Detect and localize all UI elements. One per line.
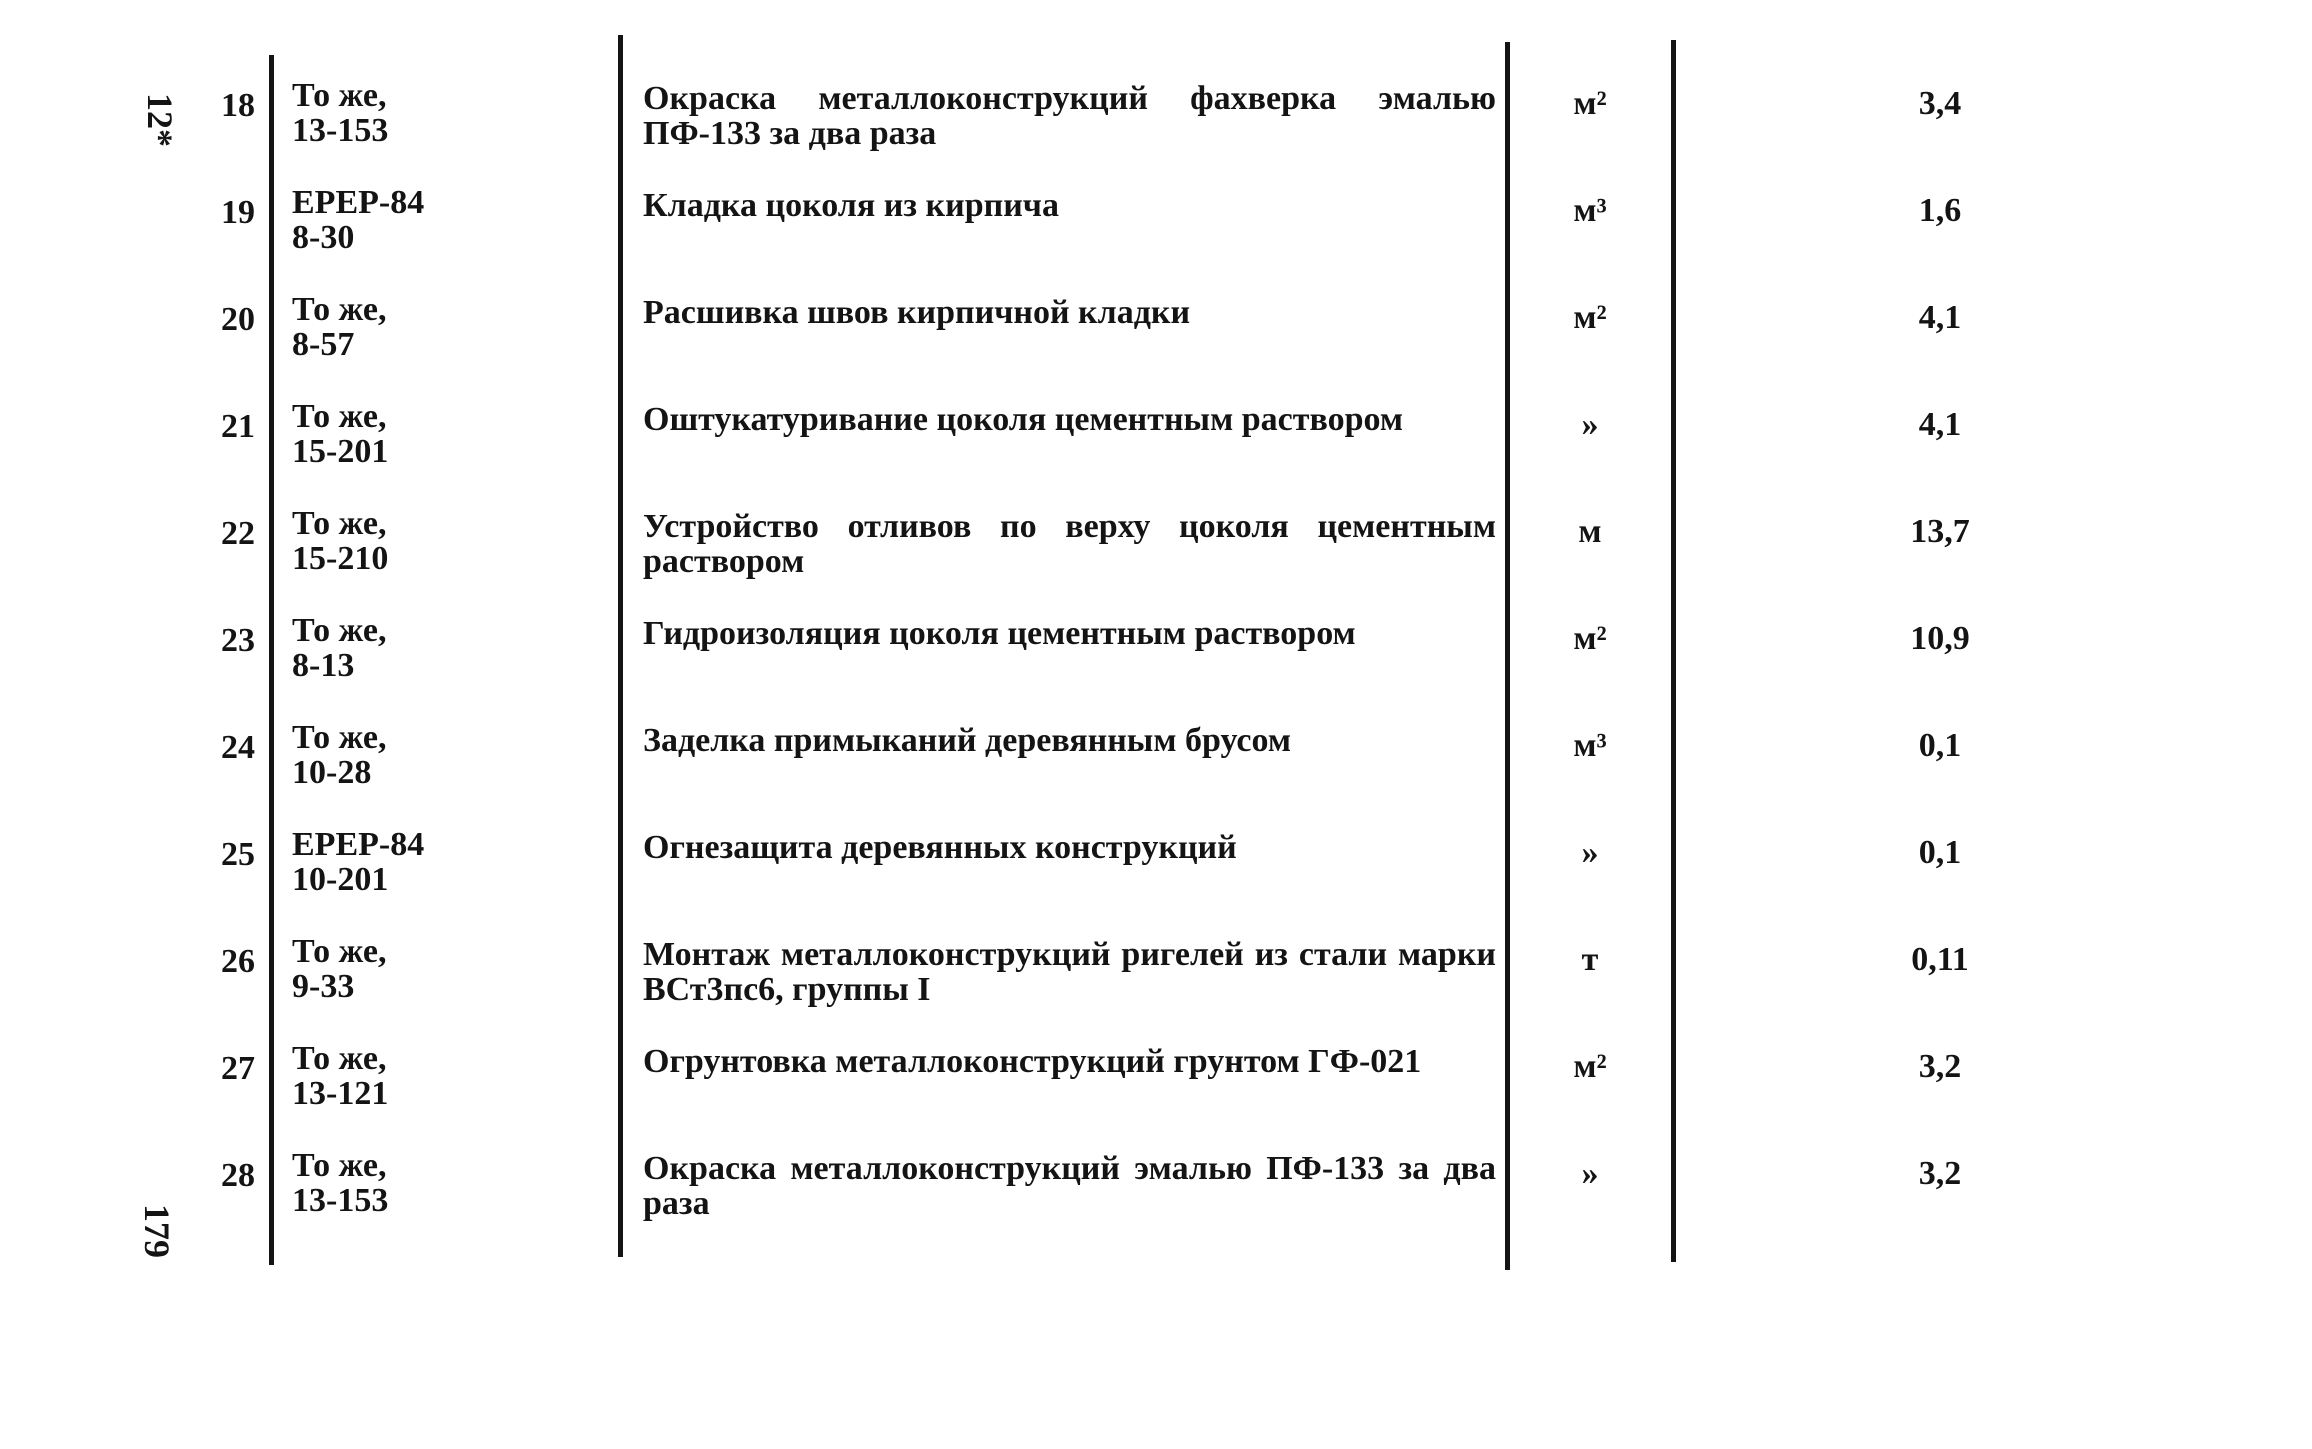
row-quantity: 0,1 bbox=[1918, 727, 1962, 764]
reference-source: То же, bbox=[292, 719, 387, 756]
reference-source: То же, bbox=[292, 933, 387, 970]
row-quantity: 3,2 bbox=[1918, 1048, 1962, 1085]
row-description: Расшивка швов кирпичной кладки bbox=[643, 294, 1191, 331]
reference-source: То же, bbox=[292, 398, 387, 435]
row-number: 23 bbox=[221, 622, 255, 659]
row-unit: м³ bbox=[1573, 192, 1607, 229]
row-number: 18 bbox=[221, 87, 255, 124]
reference-source: То же, bbox=[292, 1040, 387, 1077]
reference-source: То же, bbox=[292, 1147, 387, 1184]
row-number: 21 bbox=[221, 408, 255, 445]
row-number: 20 bbox=[221, 301, 255, 338]
reference-code: 13-153 bbox=[292, 1182, 389, 1219]
table-row bbox=[0, 930, 2312, 1030]
row-description: Монтаж металлоконструкций ригелей из стали марки ВСт3пс6, группы I bbox=[643, 936, 1496, 1008]
row-number: 26 bbox=[221, 943, 255, 980]
reference-source: То же, bbox=[292, 505, 387, 542]
row-quantity: 0,11 bbox=[1911, 941, 1969, 978]
row-number: 25 bbox=[221, 836, 255, 873]
row-quantity: 13,7 bbox=[1910, 513, 1970, 550]
reference-code: 10-201 bbox=[292, 861, 389, 898]
table-row bbox=[0, 609, 2312, 709]
row-description: Кладка цоколя из кирпича bbox=[643, 187, 1059, 224]
row-description: Заделка примыканий деревянным брусом bbox=[643, 722, 1292, 759]
row-unit: м³ bbox=[1573, 727, 1607, 764]
reference-code: 13-153 bbox=[292, 112, 389, 149]
table-row bbox=[0, 288, 2312, 388]
row-unit: » bbox=[1581, 406, 1599, 443]
reference-code: 9-33 bbox=[292, 968, 355, 1005]
reference-code: 8-57 bbox=[292, 326, 355, 363]
row-quantity: 3,4 bbox=[1918, 85, 1962, 122]
row-quantity: 10,9 bbox=[1910, 620, 1970, 657]
reference-source: ЕРЕР-84 bbox=[292, 826, 425, 863]
row-unit: » bbox=[1581, 834, 1599, 871]
reference-source: То же, bbox=[292, 612, 387, 649]
page-number: 179 bbox=[137, 1204, 177, 1258]
table-row bbox=[0, 716, 2312, 816]
reference-source: То же, bbox=[292, 77, 387, 114]
row-unit: м² bbox=[1573, 620, 1607, 657]
row-description: Огнезащита деревянных конструкций bbox=[643, 829, 1237, 866]
reference-code: 8-13 bbox=[292, 647, 355, 684]
row-number: 22 bbox=[221, 515, 255, 552]
row-unit: » bbox=[1581, 1155, 1599, 1192]
reference-source: То же, bbox=[292, 291, 387, 328]
reference-code: 10-28 bbox=[292, 754, 372, 791]
row-unit: м² bbox=[1573, 85, 1607, 122]
row-number: 19 bbox=[221, 194, 255, 231]
table-row bbox=[0, 823, 2312, 923]
row-description: Оштукатуривание цоколя цементным раствором bbox=[643, 401, 1404, 438]
row-quantity: 0,1 bbox=[1918, 834, 1962, 871]
row-reference bbox=[292, 506, 592, 576]
row-reference bbox=[292, 720, 592, 790]
row-number: 27 bbox=[221, 1050, 255, 1087]
row-unit: м² bbox=[1573, 299, 1607, 336]
row-reference bbox=[292, 613, 592, 683]
row-reference bbox=[292, 78, 592, 148]
row-description: Гидроизоляция цоколя цементным раствором bbox=[643, 615, 1356, 652]
table-row bbox=[0, 395, 2312, 495]
row-description: Огрунтовка металлоконструкций грунтом ГФ-021 bbox=[643, 1043, 1422, 1080]
row-reference bbox=[292, 1041, 592, 1111]
row-reference bbox=[292, 399, 592, 469]
row-reference bbox=[292, 292, 592, 362]
row-description: Окраска металлоконструкций фахверка эмалью ПФ-133 за два раза bbox=[643, 80, 1496, 152]
reference-source: ЕРЕР-84 bbox=[292, 184, 425, 221]
corner-mark: 12* bbox=[140, 93, 180, 147]
row-quantity: 4,1 bbox=[1918, 406, 1962, 443]
row-reference bbox=[292, 1148, 592, 1218]
table-row bbox=[0, 74, 2312, 174]
row-reference bbox=[292, 934, 592, 1004]
row-quantity: 3,2 bbox=[1918, 1155, 1962, 1192]
row-quantity: 1,6 bbox=[1918, 192, 1962, 229]
row-reference bbox=[292, 827, 592, 897]
table-row bbox=[0, 181, 2312, 281]
row-quantity: 4,1 bbox=[1918, 299, 1962, 336]
table-row bbox=[0, 502, 2312, 602]
row-number: 24 bbox=[221, 729, 255, 766]
reference-code: 15-201 bbox=[292, 433, 389, 470]
row-number: 28 bbox=[221, 1157, 255, 1194]
row-description: Окраска металлоконструкций эмалью ПФ-133 за два раза bbox=[643, 1150, 1496, 1222]
reference-code: 13-121 bbox=[292, 1075, 389, 1112]
row-unit: м bbox=[1578, 513, 1602, 550]
table-row bbox=[0, 1037, 2312, 1137]
reference-code: 8-30 bbox=[292, 219, 355, 256]
row-unit: т bbox=[1581, 941, 1599, 978]
row-description: Устройство отливов по верху цоколя цементным раствором bbox=[643, 508, 1496, 580]
row-unit: м² bbox=[1573, 1048, 1607, 1085]
row-reference bbox=[292, 185, 592, 255]
reference-code: 15-210 bbox=[292, 540, 389, 577]
table-row bbox=[0, 1144, 2312, 1244]
